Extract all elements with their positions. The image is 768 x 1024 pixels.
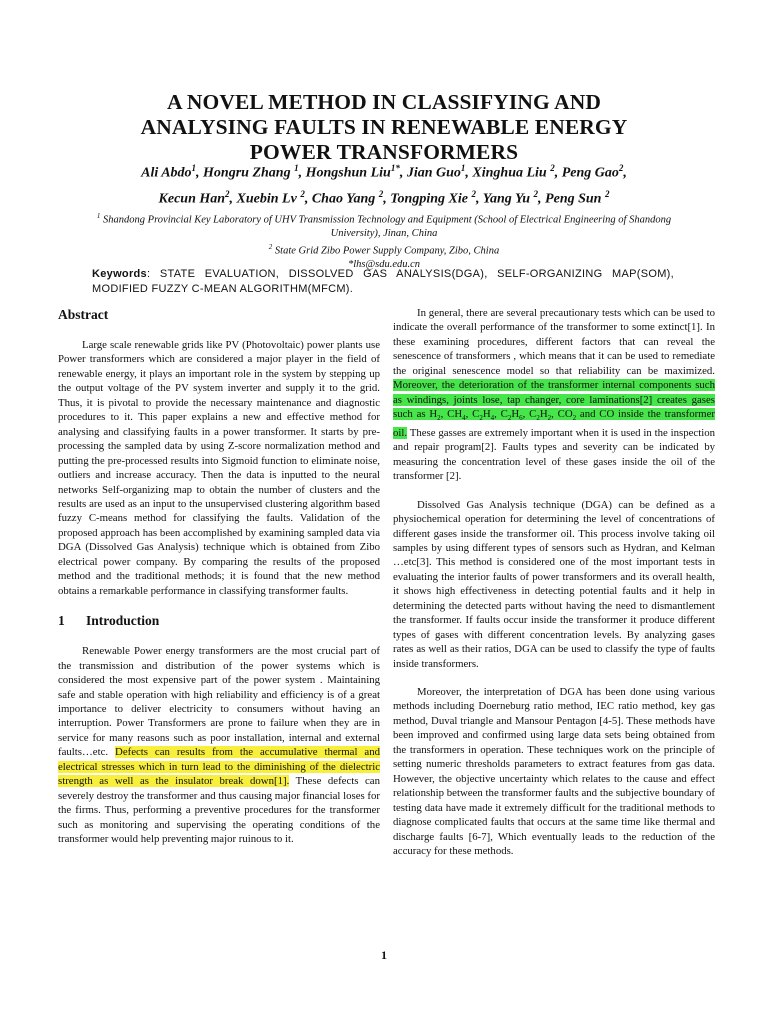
intro-text: Renewable Power energy transformers are the most crucial part of the transmission and distribution of the power systems which is considered the most expensive part of the power system . Maintaining safe and stable operation with high reliability and efficiency is of a great importance to deliver electricity to consumers without having an interruption. Power Transformers are prone to failure when they are in service for many reasons such as poor installation, internal and external faults…etc. [58, 645, 380, 759]
intro-paragraph [58, 644, 380, 846]
author-affil-mark: 1* [390, 163, 400, 173]
author-name: Jian Guo [406, 165, 461, 181]
highlight-part: , CH [440, 408, 463, 421]
section-title: Introduction [86, 613, 160, 629]
author-affil-mark: 1 [460, 163, 466, 173]
dga-paragraph: Dissolved Gas Analysis technique (DGA) can be defined as a physiochemical operation for determining the level of concentrations of different gases inside the transformer oil. This process involve taking oil samples by using different types of sensors such as Hydran, and Kelman …etc[3]. This method is considered one of the most important tests in evaluating the interior faults of power transformers and its overall health, it shows high effectiveness in detecting potential faults and it help in determining the detected parts without having the need to dismantlement the transformer. If faults occur inside the transformer it produce different types of gases with different concentration levels. By analyzing gases rates as well as their ratios, DGA can be used to classify the type of faults inside transformers. [393, 498, 715, 670]
author-line-1: Ali Abdo$^1$, Hongru Zhang $^1$, Hongshun Liu$^{1*}$, Jian Guo$^1$, Xinghua Liu $^2$, Peng Gao$^2$, [141, 163, 627, 181]
intro-text: These defects can severely destroy the transformer and thus causing major financial loses for the firms. Thus, performing a preventive procedures for the transformer such as monitoring and supervising the operating conditions of the transformer would help preventing major ruinous to it. [58, 775, 381, 846]
author-name: Kecun Han [158, 191, 226, 207]
title-line: POWER TRANSFORMERS [249, 140, 519, 164]
affil-mark: 2 [268, 242, 273, 251]
keywords-text: : STATE EVALUATION, DISSOLVED GAS ANALYSIS(DGA), SELF-ORGANIZING MAP(SOM), MODIFIED FUZZY C-MEAN ALGORITHM(MFCM). [92, 268, 674, 295]
abstract-heading: Abstract [58, 307, 109, 322]
highlight-part: H [511, 408, 520, 421]
author-name: Xuebin Lv [236, 191, 301, 207]
left-column [58, 306, 380, 861]
author-list [40, 158, 728, 209]
affiliations [90, 210, 678, 271]
section-number: 1 [58, 613, 65, 629]
highlight-part: Moreover, the deterioration of the transformer internal components such as windings, joints lose, tap changer, core laminations[2] creates gases such as H [393, 379, 715, 421]
keywords [92, 267, 674, 297]
author-name: Chao Yang [311, 191, 379, 207]
author-affil-mark: 2 [471, 188, 476, 199]
affiliation-text: State Grid Zibo Power Supply Company, Zibo, China [274, 245, 500, 256]
author-name: Peng Gao [561, 165, 619, 181]
introduction-heading [58, 612, 380, 630]
highlight-part: , C [522, 408, 537, 421]
page-number: 1 [381, 948, 387, 962]
highlighted-text: Defects can results from the accumulative thermal and electrical stresses which in turn lead to the diminishing of the dielectric strength as well as the insulator break down[1]. [58, 746, 380, 788]
author-affil-mark: 2 [604, 188, 610, 199]
subscript: 4 [462, 414, 466, 423]
affiliation-1 [90, 210, 678, 241]
author-affil-mark: 1 [191, 163, 197, 173]
affiliation-2 [90, 241, 678, 258]
author-name: Tongping Xie [390, 191, 472, 207]
highlight-part: H [482, 408, 491, 421]
highlight-part: , C [494, 408, 508, 421]
author-name: Ali Abdo [141, 165, 192, 181]
author-name: Hongshun Liu [305, 165, 391, 181]
subscript: 2 [479, 414, 483, 423]
highlight-part: H [539, 408, 548, 421]
author-affil-mark: 2 [225, 188, 230, 199]
author-affil-mark: 2 [378, 188, 384, 199]
body-text: These gasses are extremely important when it is used in the inspection and repair program[2]. Faults types and severity can be indicated by measuring the concentration level of these gases inside the oil of the transformer [2]. [393, 426, 715, 483]
author-affil-mark: 2 [300, 188, 305, 199]
author-affil-mark: 1 [294, 163, 299, 173]
author-line-2: Kecun Han$^2$, Xuebin Lv $^2$, Chao Yang $^2$, Tongping Xie $^2$, Yang Yu $^2$, Peng Sun $^2$ [158, 188, 610, 207]
body-text: In general, there are several precautionary tests which can be used to indicate the overall performance of the transformer to some extinct[1]. In these examining procedures, different factors that can reveal the senescence of transformers , which means that it can be used to remediate the original senescence model so that reliability can be maximized. [393, 307, 715, 377]
right-column [393, 306, 715, 872]
highlight-part: and CO inside the transformer oil. [393, 408, 715, 439]
abstract-body: Large scale renewable grids like PV (Photovoltaic) power plants use Power transformers which are considered a major player in the field of renewable energy, it plays an important role in the system by stepping up the output voltage of the PV system inverter and supply it to the grid. Thus, it is pivotal to provide the necessary maintenance and diagnostic procedures to it. This paper explains a new and effective method for analysing and classifying faults in a power transformer. It starts by pre-processing the sampled data by using Z-score normalization method and putting the pre-processed results into Sigmoid function to eliminate noise, outliers and increase accuracy. Then the data is inputted to the neural networks Self-organizing map to obtain the number of clusters and the results are used as an input to the unsupervised clustering algorithm based fuzzy C-means method for classifying the faults. Validation of the proposed approach has been accomplished by examining sampled data via DGA (Dissolved Gas Analysis) technique which is obtained from Zibo electrical power company. By comparing the results of the proposed method and the traditional methods; it is found that the new method obtains a remarkable performance in classifying transformer faults. [58, 339, 380, 597]
keywords-label: Keywords [92, 268, 147, 280]
title-line: A NOVEL METHOD IN CLASSIFYING AND [167, 90, 601, 114]
subscript: 2 [572, 414, 577, 423]
author-affil-mark: 2 [533, 188, 539, 199]
subscript: 6 [519, 414, 523, 423]
affil-mark: 1 [96, 212, 101, 220]
author-name: Hongru Zhang [203, 165, 295, 181]
subscript: 2 [437, 414, 441, 423]
paper-title [60, 90, 708, 165]
highlight-part: , C [465, 408, 480, 421]
intro-paragraph [393, 306, 715, 484]
subscript: 4 [490, 414, 495, 423]
author-affil-mark: 2 [550, 163, 555, 173]
contact-email: *lhs@sdu.edu.cn [347, 258, 421, 270]
subscript: 2 [507, 414, 512, 423]
subscript: 2 [547, 414, 552, 423]
author-name: Yang Yu [482, 191, 534, 207]
subscript: 2 [536, 414, 540, 423]
author-name: Peng Sun [545, 191, 605, 207]
author-name: Xinghua Liu [472, 165, 551, 181]
title-line: ANALYSING FAULTS IN RENEWABLE ENERGY [140, 115, 628, 139]
author-affil-mark: 2 [618, 163, 624, 173]
highlight-part: , CO [551, 408, 573, 421]
methods-paragraph: Moreover, the interpretation of DGA has been done using various methods including Doerneburg ratio method, IEC ratio method, key gas method, Duval triangle and Mansour Pentagon [4-5]. These methods have been improved and confirmed using large data sets being obtained from the transformers in operation. These techniques work on the principle of setting numeric thresholds parameters to extract features from gas data. However, the objective uncertainty which relates to the cause and effect relationship between the transformer faults and the subjective boundary of testing data have made it extremely difficult for the traditional methods to diagnose complicated faults that occurs at the same time like thermal and discharge faults [6-7], Which eventually leads to the reduction of the accuracy for these methods. [393, 686, 715, 858]
affiliation-text: Shandong Provincial Key Laboratory of UHV Transmission Technology and Equipment (School of Electrical Engineering of Shandong University), Jinan, China [103, 214, 672, 239]
